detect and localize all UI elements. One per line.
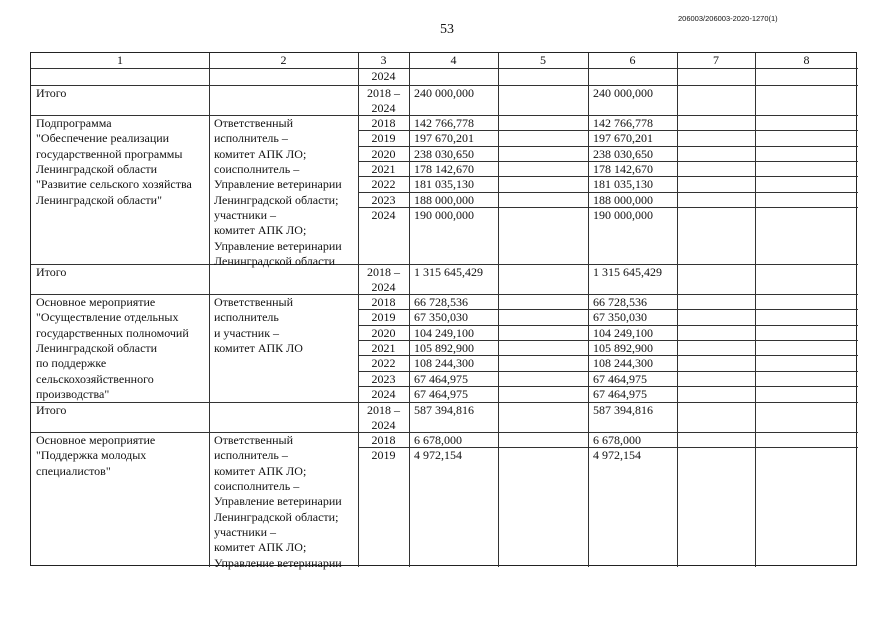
row-title-line: Основное мероприятие — [36, 433, 156, 447]
responsible-party-line: исполнитель — [214, 310, 279, 325]
amount-value: 142 766,778 — [593, 116, 653, 130]
responsible-party-line: соисполнитель – — [214, 162, 300, 177]
year-label: 2024 — [371, 387, 396, 402]
row-title-line: "Обеспечение реализации — [36, 131, 170, 146]
year-label: 2022 — [371, 356, 396, 371]
header-divider — [31, 68, 858, 69]
responsible-party-line: исполнитель – — [214, 131, 288, 146]
row-title-line: государственных полномочий — [36, 325, 189, 340]
responsible-party-line: Ответственный — [214, 116, 294, 130]
responsible-party-line: комитет АПК ЛО; — [214, 223, 307, 238]
row-title-line: "Развитие сельского хозяйства — [36, 177, 192, 192]
amount-value: 178 142,670 — [414, 162, 474, 177]
year-label: 2019 — [371, 448, 396, 463]
amount-value: 238 030,650 — [414, 146, 474, 161]
column-header: 3 — [380, 53, 387, 67]
column-header: 1 — [117, 53, 123, 67]
responsible-party-line: участники – — [214, 208, 277, 223]
amount-value: 66 728,536 — [414, 295, 468, 309]
row-title-line: Подпрограмма — [36, 116, 112, 130]
responsible-party-line: Ленинградской области; — [214, 192, 339, 207]
amount-value: 238 030,650 — [593, 146, 653, 161]
row-title-line: Ленинградской области" — [36, 192, 162, 207]
year-label: 2018 — [371, 295, 396, 309]
period-label: 2024 — [371, 280, 396, 295]
year-label: 2018 — [371, 433, 396, 447]
responsible-party-line: комитет АПК ЛО; — [214, 146, 307, 161]
responsible-party-line: комитет АПК ЛО; — [214, 540, 307, 555]
amount-value: 197 670,201 — [414, 131, 474, 146]
amount-value: 108 244,300 — [414, 356, 474, 371]
year-label: 2020 — [371, 146, 396, 161]
amount-value: 108 244,300 — [593, 356, 653, 371]
amount-value: 67 350,030 — [593, 310, 647, 325]
row-title-line: "Осуществление отдельных — [36, 310, 179, 325]
row-title-line: Ленинградской области — [36, 162, 158, 177]
row-title-line: Итого — [36, 403, 67, 417]
responsible-party-line: комитет АПК ЛО; — [214, 463, 307, 478]
responsible-party-line: Управление ветеринарии — [214, 555, 342, 570]
column-header: 4 — [450, 53, 457, 67]
row-title-line: Ленинградской области — [36, 341, 158, 356]
period-label: 2018 – — [367, 403, 400, 417]
responsible-party-line: участники – — [214, 525, 277, 540]
responsible-party-line: исполнитель – — [214, 448, 288, 463]
year-label: 2023 — [371, 192, 396, 207]
row-title-line: производства" — [36, 387, 110, 402]
period-label: 2018 – — [367, 265, 400, 279]
amount-value: 181 035,130 — [414, 177, 474, 192]
responsible-party-line: Управление ветеринарии — [214, 177, 342, 192]
year-label: 2021 — [371, 162, 396, 177]
year-label: 2020 — [371, 325, 396, 340]
budget-table — [30, 52, 857, 570]
amount-value: 105 892,900 — [414, 341, 474, 356]
amount-value: 104 249,100 — [414, 325, 474, 340]
row-title-line: Итого — [36, 265, 67, 279]
amount-value: 6 678,000 — [593, 433, 641, 447]
amount-value: 188 000,000 — [414, 192, 474, 207]
amount-value: 190 000,000 — [414, 208, 474, 223]
responsible-party-line: Управление ветеринарии — [214, 238, 342, 253]
document-code: 206003/206003-2020-1270(1) — [678, 14, 778, 23]
period-label: 2024 — [371, 418, 396, 433]
year-label: 2019 — [371, 131, 396, 146]
amount-value: 67 464,975 — [414, 371, 468, 386]
amount-value: 181 035,130 — [593, 177, 653, 192]
year-label: 2022 — [371, 177, 396, 192]
year-label: 2024 — [371, 208, 396, 223]
row-title-line: сельскохозяйственного — [36, 371, 154, 386]
amount-value: 105 892,900 — [593, 341, 653, 356]
column-header: 6 — [629, 53, 636, 67]
responsible-party-line: Ленинградской области — [214, 254, 336, 269]
responsible-party-line: комитет АПК ЛО — [214, 341, 303, 356]
amount-value: 4 972,154 — [414, 448, 462, 463]
amount-total: 240 000,000 — [593, 86, 653, 100]
amount-value: 6 678,000 — [414, 433, 462, 447]
period-label: 2018 – — [367, 86, 400, 100]
year-label: 2018 — [371, 116, 396, 130]
page-number: 53 — [440, 22, 454, 37]
column-header: 2 — [280, 53, 287, 67]
row-title-line: государственной программы — [36, 146, 183, 161]
amount-total: 1 315 645,429 — [593, 265, 662, 279]
year-label: 2021 — [371, 341, 396, 356]
amount-value: 190 000,000 — [593, 208, 653, 223]
responsible-party-line: соисполнитель – — [214, 479, 300, 494]
amount-total: 587 394,816 — [593, 403, 653, 417]
period-label: 2024 — [371, 101, 396, 116]
amount-value: 197 670,201 — [593, 131, 653, 146]
responsible-party-line: и участник – — [214, 325, 280, 340]
responsible-party-line: Ответственный — [214, 433, 294, 447]
period-label: 2024 — [371, 69, 396, 83]
column-border — [209, 53, 210, 567]
amount-value: 142 766,778 — [414, 116, 474, 130]
responsible-party-line: Управление ветеринарии — [214, 494, 342, 509]
row-title-line: специалистов" — [36, 463, 111, 478]
amount-value: 188 000,000 — [593, 192, 653, 207]
year-label: 2023 — [371, 371, 396, 386]
column-header: 5 — [540, 53, 546, 67]
amount-value: 66 728,536 — [593, 295, 647, 309]
amount-value: 67 464,975 — [414, 387, 468, 402]
column-header: 8 — [803, 53, 810, 67]
row-title-line: Итого — [36, 86, 67, 100]
responsible-party-line: Ленинградской области; — [214, 509, 339, 524]
responsible-party-line: Ответственный — [214, 295, 294, 309]
row-title-line: по поддержке — [36, 356, 107, 371]
amount-value: 178 142,670 — [593, 162, 653, 177]
row-title-line: "Поддержка молодых — [36, 448, 147, 463]
amount-total: 240 000,000 — [414, 86, 474, 100]
amount-value: 104 249,100 — [593, 325, 653, 340]
amount-value: 67 464,975 — [593, 387, 647, 402]
amount-total: 1 315 645,429 — [414, 265, 483, 279]
amount-total: 587 394,816 — [414, 403, 474, 417]
amount-value: 67 350,030 — [414, 310, 468, 325]
year-label: 2019 — [371, 310, 396, 325]
row-title-line: Основное мероприятие — [36, 295, 156, 309]
amount-value: 67 464,975 — [593, 371, 647, 386]
column-header: 7 — [713, 53, 719, 67]
amount-value: 4 972,154 — [593, 448, 641, 463]
